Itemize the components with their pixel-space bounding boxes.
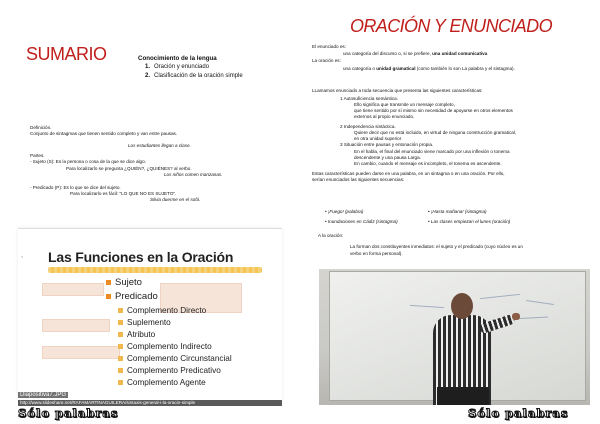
teacher-trousers xyxy=(437,387,489,405)
characteristic-2-text: en otra unidad superior xyxy=(354,136,402,141)
page-title: ORACIÓN Y ENUNCIADO xyxy=(350,16,552,36)
footer-logo: Sólo palabras xyxy=(18,406,119,420)
teacher-hand xyxy=(512,313,520,320)
intro-text: LLamamos enunciado a toda secuencia que presenta las siguientes características: xyxy=(312,88,483,93)
characteristic-3-text: En cambio, cuando el mensaje es incompleto, el tonema es ascendente. xyxy=(354,161,502,166)
bullet-icon xyxy=(118,344,123,349)
whiteboard-writing xyxy=(480,294,520,299)
slide-level2-item: Atributo xyxy=(118,330,155,339)
toc-item-number: 2. xyxy=(145,73,151,79)
ghost-box xyxy=(42,283,104,296)
definition-example: Los estudiantes llegan a clase. xyxy=(128,143,191,148)
enunciado-definition: una categoría del discurso o, si se prefiere, una unidad comunicativa xyxy=(343,51,488,56)
bullet-icon xyxy=(118,380,123,385)
example-item: • Las clases empiezan el lunes (oración) xyxy=(428,219,511,224)
ghost-box xyxy=(42,319,110,332)
bullet-icon xyxy=(106,280,111,285)
slide-level2-item: Complemento Indirecto xyxy=(118,342,212,351)
definition-heading: Definición. xyxy=(30,125,52,130)
toc-item-label: Oración y enunciado xyxy=(154,64,210,70)
slide-level2-item: Complemento Predicativo xyxy=(118,366,221,375)
slide-level2-item: Suplemento xyxy=(118,318,171,327)
example-item: • Inundaciones en Cádiz (sintagma) xyxy=(325,219,398,224)
summary-title: SUMARIO xyxy=(26,44,107,64)
subject-tip: Para localizarlo se pregunta ¿QUIÉN?, ¿QUIÉNES? al verbo. xyxy=(66,166,192,171)
enunciado-label: El enunciado es: xyxy=(312,44,346,49)
examples-intro: Estas características pueden darse en una palabra, en un sintagma o en una oración. Por ello, xyxy=(312,171,505,176)
characteristic-2: 2 Independencia sintáctica. xyxy=(340,124,396,129)
slide-image xyxy=(18,228,282,401)
characteristic-1: 1 Autosuficiencia semántica. xyxy=(340,96,398,101)
characteristic-3-text: descendente y una pausa Larga. xyxy=(354,155,421,160)
bullet-icon xyxy=(118,320,123,325)
characteristic-3-text: En el habla, el final del enunciado viene marcado por una inflexión o tonema xyxy=(354,149,510,154)
bullet-icon xyxy=(118,368,123,373)
whiteboard-writing xyxy=(526,300,554,305)
classroom-photo xyxy=(319,269,590,405)
examples-intro: serían enunciados las siguientes secuencias: xyxy=(312,177,405,182)
bullet-icon xyxy=(106,294,111,299)
toc-item-label: Clasificación de la oración simple xyxy=(154,73,243,79)
toc-item-number: 1. xyxy=(145,64,151,70)
characteristic-3: 3 Situación entre pausas y entonación propia. xyxy=(340,142,434,147)
slide-level2-item: Complemento Agente xyxy=(118,378,206,387)
bullet-icon xyxy=(118,356,123,361)
oracion-definition: una categoría o unidad gramatical (como también lo son La palabra y el sintagma). xyxy=(343,66,515,71)
oracion-label: La oración es: xyxy=(312,58,341,63)
teacher-head xyxy=(451,293,473,319)
definition-text: Conjunto de sintagmas que tienen sentido completo y van entre pausas. xyxy=(30,131,178,136)
oracion-heading: A la oración: xyxy=(318,233,344,238)
slide-mark: ` xyxy=(21,257,24,264)
source-link[interactable]: http://www.slideshare.net/RAFAMARTINAGUILERA/sintaxis-general-i-la-oracin-simple xyxy=(20,400,196,405)
whiteboard-writing xyxy=(410,305,444,308)
oracion-text: La forman dos constituyentes inmediatos: el sujeto y el predicado (cuyo núcleo es un xyxy=(350,244,523,249)
slide-level2-item: Complemento Directo xyxy=(118,306,206,315)
example-item: • ¡Hasta mañana! (sintagma) xyxy=(428,209,487,214)
parts-heading: Partes. xyxy=(30,153,45,158)
toc-item[interactable] xyxy=(145,64,209,70)
predicate-example: Silvia duerme en el sofá. xyxy=(150,197,201,202)
slide-level2-item: Complemento Circunstancial xyxy=(118,354,232,363)
characteristic-1-text: Ello significa que transmite un mensaje completo, xyxy=(354,102,455,107)
toc-heading: Conocimiento de la lengua xyxy=(138,55,217,62)
characteristic-1-text: externos al propio enunciado. xyxy=(354,114,415,119)
slide-caption: Diapositiva7.JPG xyxy=(20,392,67,398)
toc-item[interactable] xyxy=(145,73,243,79)
bullet-icon xyxy=(118,308,123,313)
subject-definition: - Sujeto (S): Es la persona o cosa de la que se dice algo. xyxy=(30,159,146,164)
predicate-definition: - Predicado (P): Es lo que se dice del sujeto. xyxy=(30,185,121,190)
toc-cut-line xyxy=(145,84,300,88)
footer-logo: Sólo palabras xyxy=(468,406,569,420)
slide-title-underline xyxy=(48,267,262,273)
ghost-box xyxy=(42,346,120,359)
characteristic-2-text: Quiere decir que no está incluido, en virtud de ninguna construcción gramatical, xyxy=(354,130,517,135)
slide-level1-item: Predicado xyxy=(106,291,158,302)
slide-title: Las Funciones en la Oración xyxy=(48,249,234,265)
bullet-icon xyxy=(118,332,123,337)
oracion-text: verbo en forma personal). xyxy=(350,251,403,256)
example-item: • ¡Fuego! (palabra) xyxy=(325,209,364,214)
slide-level1-item: Sujeto xyxy=(106,277,142,288)
predicate-tip: Para localizarlo es fácil: "LO QUE NO ES SUJETO". xyxy=(70,191,177,196)
subject-example: Los niños comen manzanas. xyxy=(164,172,223,177)
characteristic-1-text: que tiene sentido por sí mismo sin necesidad de apoyarse en otros elementos xyxy=(354,108,513,113)
